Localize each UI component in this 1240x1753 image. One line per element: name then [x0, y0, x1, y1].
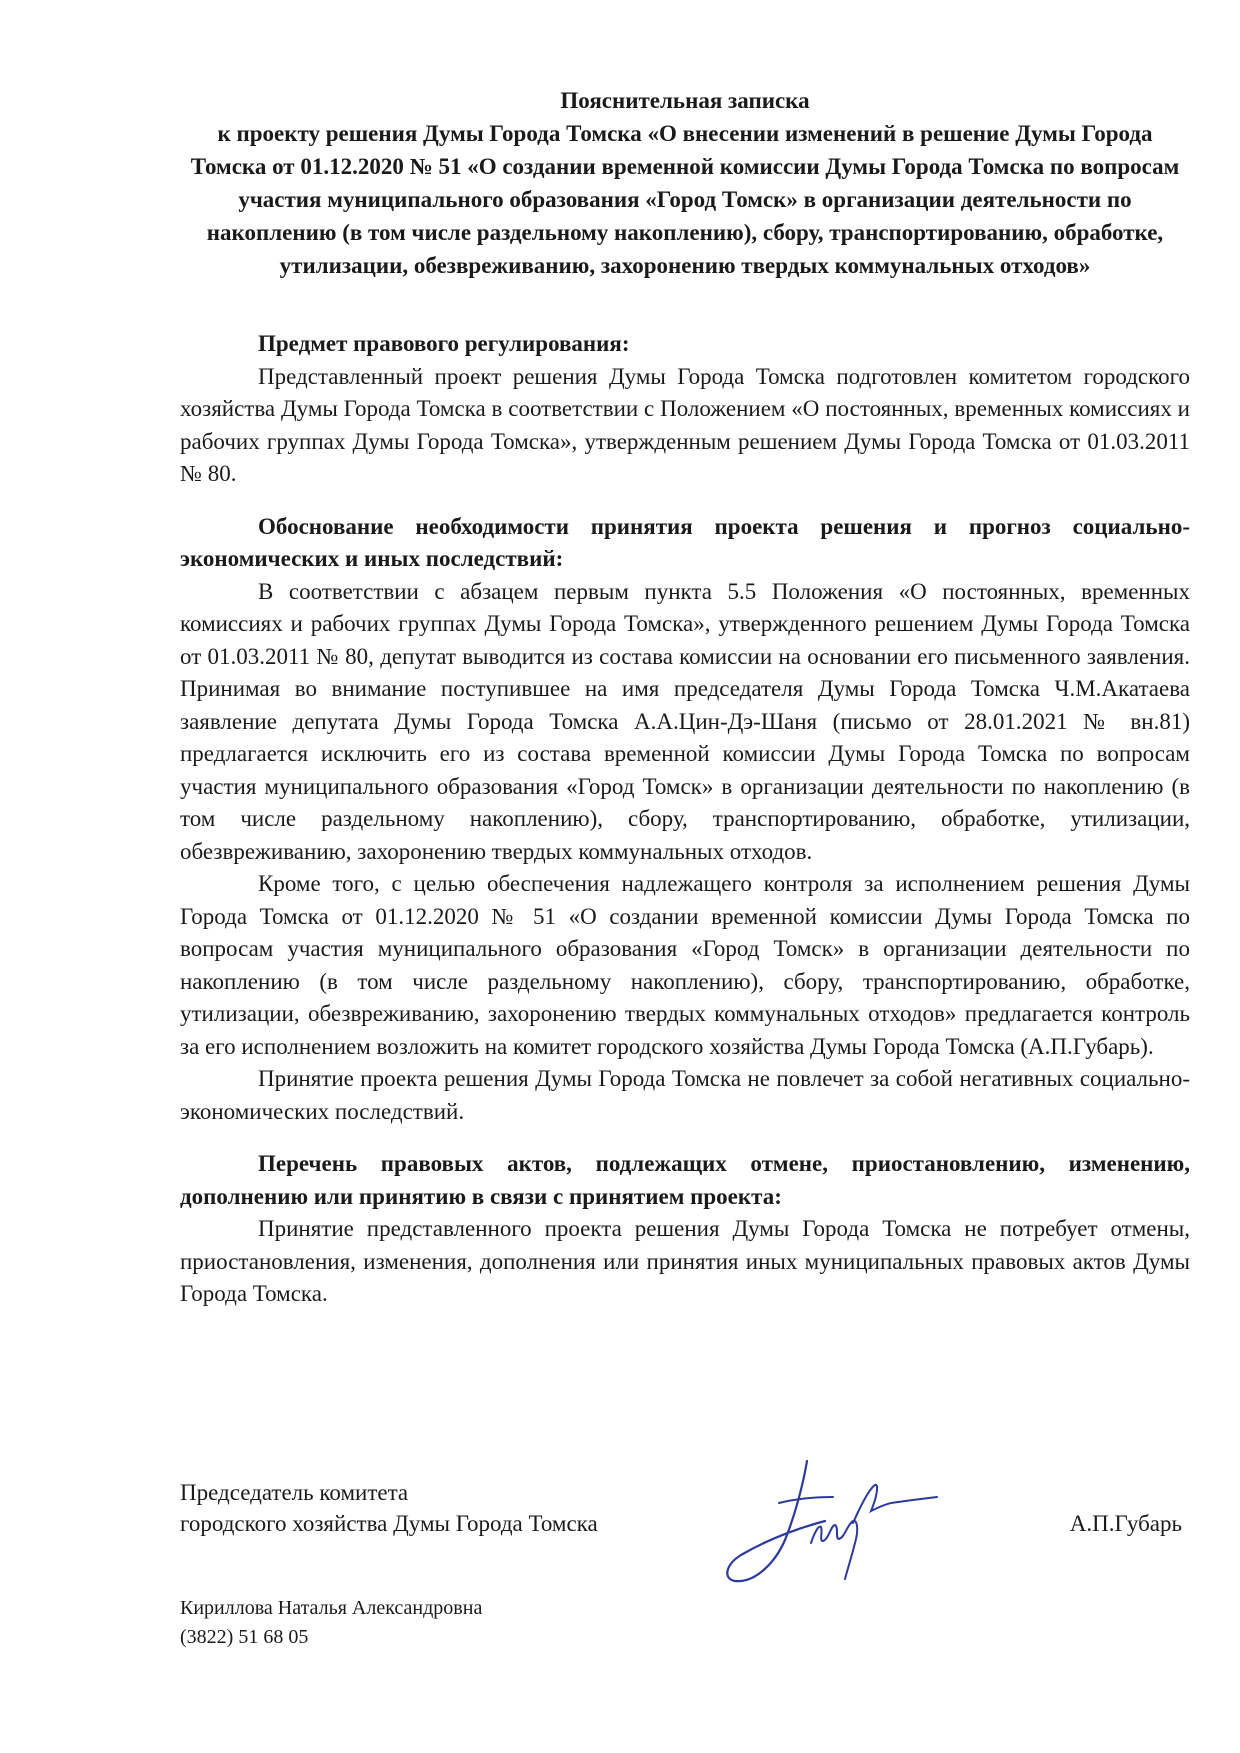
signatory-name: А.П.Губарь — [1069, 1511, 1182, 1536]
document-subtitle: к проекту решения Думы Города Томска «О внесении изменений в решение Думы Города Томска от 01.12.2020 № 51 «О создании временной комиссии Думы Города Томска по вопросам участия муниципального образования «Город Томск» в организации деятельности по накоплению (в том числе раздельному накоплению), сбору, транспортированию, обработке, утилизации, обезвреживанию, захоронению твердых коммунальных отходов» — [190, 121, 1180, 278]
section-heading-justification: Обоснование необходимости принятия проекта решения и прогноз социально-экономических и иных последствий: — [180, 513, 1190, 571]
handwritten-signature — [715, 1455, 945, 1595]
document-title: Пояснительная записка — [560, 88, 810, 113]
document-header — [180, 84, 1190, 282]
executor-phone: (3822) 51 68 05 — [180, 1626, 309, 1648]
executor-info — [180, 1594, 482, 1652]
section-heading-subject: Предмет правового регулирования: — [258, 331, 630, 356]
paragraph-justification-1: В соответствии с абзацем первым пункта 5.5 Положения «О постоянных, временных комиссиях и рабочих группах Думы Города Томска», утвержденного решением Думы Города Томска от 01.03.2011 № 80, депутат выводится из состава комиссии на основании его письменного заявления. Принимая во внимание поступившее на имя председателя Думы Города Томска Ч.М.Акатаева заявление депутата Думы Города Томска А.А.Цин-Дэ-Шаня (письмо от 28.01.2021 № вн.81) предлагается исключить его из состава временной комиссии Думы Города Томска по вопросам участия муниципального образования «Город Томск» в организации деятельности по накоплению (в том числе раздельному накоплению), сбору, транспортированию, обработке, утилизации, обезвреживанию, захоронению твердых коммунальных отходов. — [180, 578, 1190, 864]
paragraph-justification-2: Кроме того, с целью обеспечения надлежащего контроля за исполнением решения Думы Города Томска от 01.12.2020 № 51 «О создании временной комиссии Думы Города Томска по вопросам участия муниципального образования «Город Томск» в организации деятельности по накоплению (в том числе раздельному накоплению), сбору, транспортированию, обработке, утилизации, обезвреживанию, захоронению твердых коммунальных отходов» предлагается контроль за его исполнением возложить на комитет городского хозяйства Думы Города Томска (А.П.Губарь). — [180, 871, 1190, 1059]
paragraph-legal-acts: Принятие представленного проекта решения Думы Города Томска не потребует отмены, приостановления, изменения, дополнения или принятия иных муниципальных правовых актов Думы Города Томска. — [180, 1216, 1190, 1306]
spacer — [180, 1128, 1190, 1148]
executor-name: Кириллова Наталья Александровна — [180, 1597, 483, 1619]
paragraph-justification-3: Принятие проекта решения Думы Города Томска не повлечет за собой негативных социально-экономических последствий. — [180, 1066, 1190, 1124]
paragraph-subject: Представленный проект решения Думы Города Томска подготовлен комитетом городского хозяйства Думы Города Томска в соответствии с Положением «О постоянных, временных комиссиях и рабочих группах Думы Города Томска», утвержденным решением Думы Города Томска от 01.03.2011 № 80. — [180, 363, 1190, 486]
document-body — [180, 328, 1190, 1311]
signatory-position-line1: Председатель комитета — [180, 1480, 409, 1505]
signature-block — [180, 1477, 1190, 1539]
signatory-position-line2: городского хозяйства Думы Города Томска — [180, 1511, 598, 1536]
section-heading-legal-acts: Перечень правовых актов, подлежащих отмене, приостановлению, изменению, дополнению или принятию в связи с принятием проекта: — [180, 1151, 1190, 1209]
spacer — [180, 491, 1190, 511]
